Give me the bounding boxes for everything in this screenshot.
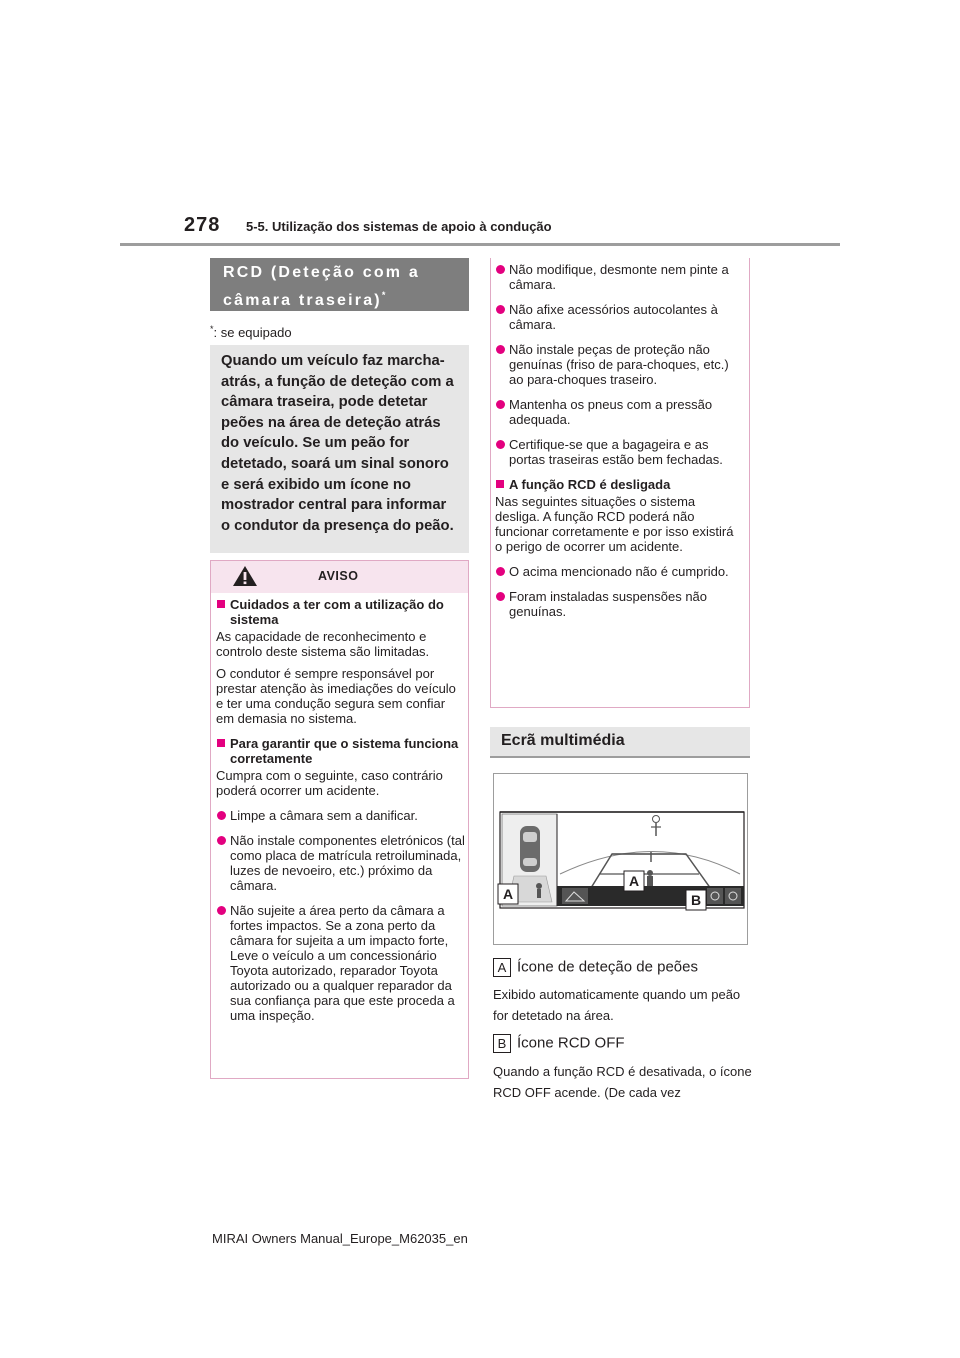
warning-header <box>211 561 468 593</box>
ped-icon-small <box>536 883 542 889</box>
footer: MIRAI Owners Manual_Europe_M62035_en <box>212 1231 468 1246</box>
item-a-label: A <box>493 958 511 977</box>
warning-section1-p1: As capacidade de reconhecimento e controlo deste sistema são limitadas. <box>216 629 430 659</box>
right-bullet: Não instale peças de proteção não genuínas (friso de para-choques, etc.) ao para-choques traseiro. <box>495 342 742 387</box>
section-title: 5-5. Utilização dos sistemas de apoio à condução <box>246 219 552 234</box>
screen-label-b: B <box>690 892 702 908</box>
right-bullet: Não modifique, desmonte nem pinte a câmara. <box>495 262 742 292</box>
right-bullet: O acima mencionado não é cumprido. <box>495 564 742 579</box>
rcd-off-title: A função RCD é desligada <box>495 477 742 492</box>
rcd-heading-line2-wrap <box>223 284 469 312</box>
warning-title: AVISO <box>318 569 359 583</box>
warning-triangle-icon <box>231 564 259 588</box>
warning-bullet: Não sujeite a área perto da câmara a fortes impactos. Se a zona perto da câmara for sujeita a um impacto forte, Leve o veículo a um concessionário Toyota autorizado, reparador Toyota autorizado ou a qualquer reparador da sua confiança para que este proceda a uma inspeção. <box>216 903 466 1023</box>
footnote-text: : se equipado <box>213 325 292 340</box>
warning-bullet: Não instale componentes eletrónicos (tal como placa de matrícula retroiluminada, luzes de nevoeiro, etc.) próximo da câmara. <box>216 833 466 893</box>
item-a-heading <box>493 958 698 977</box>
rcd-heading-line2: câmara traseira) <box>223 292 382 309</box>
item-a-title: Ícone de deteção de peões <box>517 958 698 976</box>
right-column-text <box>490 258 750 626</box>
screen-label-a-center: A <box>628 873 640 889</box>
right-bullet: Certifique-se que a bagageira e as portas traseiras estão bem fechadas. <box>495 437 742 467</box>
item-b-title: Ícone RCD OFF <box>517 1034 625 1052</box>
warning-box <box>210 560 469 1079</box>
item-b-heading <box>493 1034 625 1053</box>
header-rule <box>120 243 840 246</box>
multimedia-screen-illustration <box>493 773 748 945</box>
warning-body <box>216 597 466 1030</box>
rcd-off-text: Nas seguintes situações o sistema desliga. A função RCD poderá não funcionar corretamente e por isso existirá o perigo de ocorrer um acidente. <box>495 494 734 554</box>
item-b-label: B <box>493 1034 511 1053</box>
warning-section2-title: Para garantir que o sistema funciona corretamente <box>216 736 466 766</box>
warning-section1-p2: O condutor é sempre responsável por prestar atenção às imediações do veículo e ter uma condução segura sem confiar em demasia no sistema. <box>216 666 456 726</box>
intro-box: Quando um veículo faz marcha-atrás, a função de deteção com a câmara traseira, pode detetar peões na área de deteção atrás do veículo. Se um peão for detetado, soará um sinal sonoro e será exibido um ícone no mostrador central para informar o condutor da presença do peão. <box>210 345 469 553</box>
footnote <box>210 324 292 340</box>
page-number: 278 <box>184 214 221 236</box>
right-bullet: Não afixe acessórios autocolantes à câmara. <box>495 302 742 332</box>
rcd-heading <box>210 258 469 311</box>
rcd-heading-line1: RCD (Deteção com a <box>223 264 420 281</box>
warning-bullet: Limpe a câmara sem a danificar. <box>216 808 466 823</box>
right-bullet: Foram instaladas suspensões não genuínas. <box>495 589 742 619</box>
footnote-mark: * <box>210 324 214 334</box>
right-bullet: Mantenha os pneus com a pressão adequada. <box>495 397 742 427</box>
item-a-description: Exibido automaticamente quando um peão for detetado na área. <box>493 987 741 1023</box>
media-heading: Ecrã multimédia <box>490 727 750 758</box>
warning-section2-p1: Cumpra com o seguinte, caso contrário poderá ocorrer um acidente. <box>216 768 443 798</box>
rcd-heading-mark: * <box>381 290 386 300</box>
warning-section1-title: Cuidados a ter com a utilização do sistema <box>216 597 466 627</box>
screen-drawing <box>494 774 747 944</box>
item-b-description: Quando a função RCD é desativada, o ícone RCD OFF acende. (De cada vez <box>493 1064 752 1100</box>
screen-label-a-left: A <box>502 886 514 902</box>
